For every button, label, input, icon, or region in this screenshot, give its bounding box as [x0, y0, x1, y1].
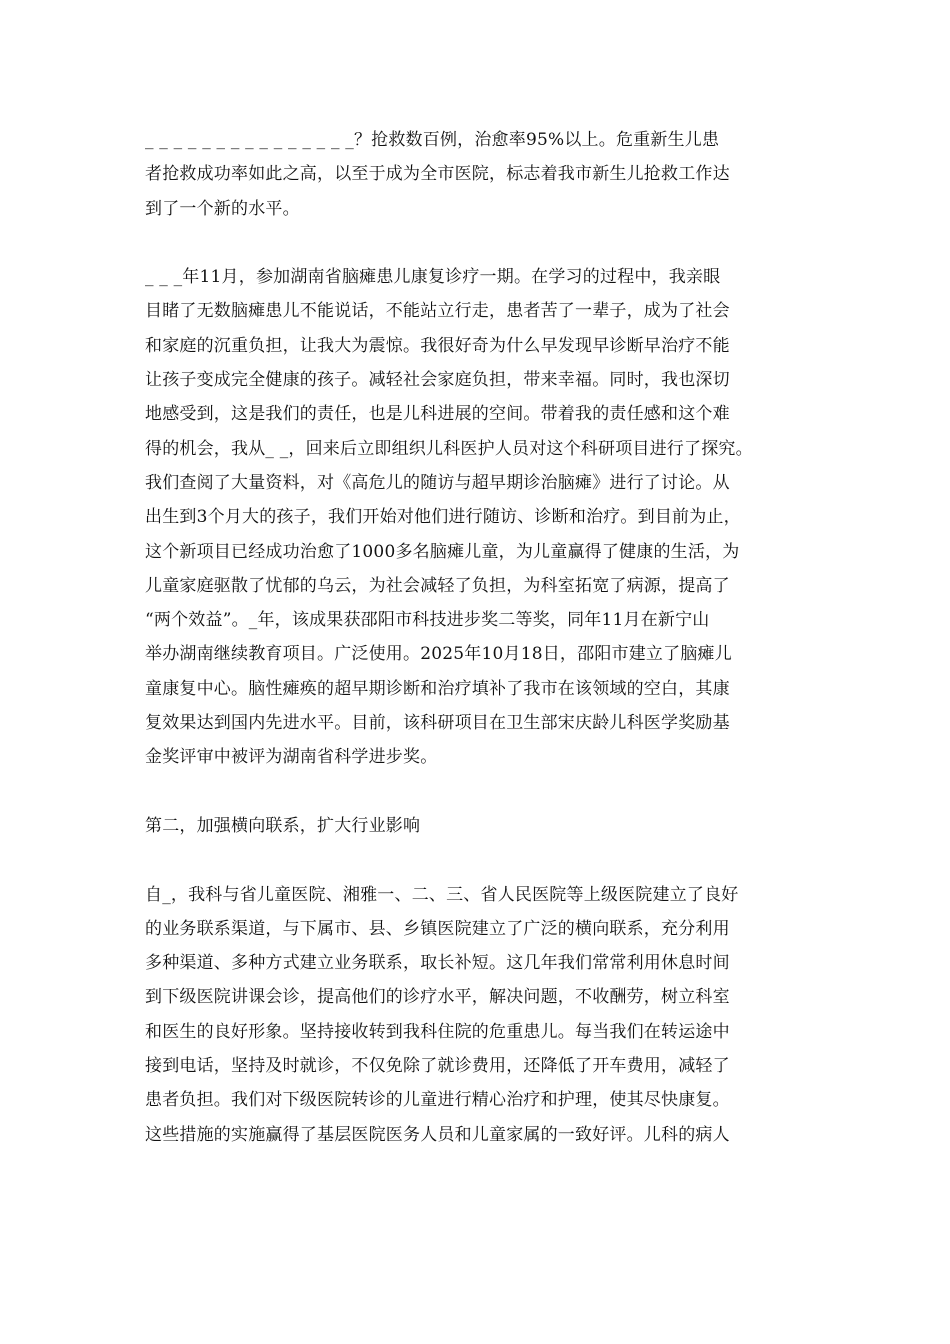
text-line: 这些措施的实施赢得了基层医院医务人员和儿童家属的一致好评。儿科的病人	[145, 1124, 730, 1145]
document-body	[145, 123, 805, 1152]
paragraph-cerebral-palsy-project	[145, 260, 805, 774]
paragraph-spacer	[145, 775, 805, 809]
paragraph-spacer	[145, 226, 805, 260]
section-heading-horizontal-ties	[145, 809, 805, 843]
text-line: _ _ _ _ _ _ _ _ _ _ _ _ _ _ _？抢救数百例，治愈率95%以上。危重新生儿患	[145, 130, 720, 150]
text-line: 举办湖南继续教育项目。广泛使用。2025年10月18日，邵阳市建立了脑瘫儿	[145, 644, 732, 665]
text-line: 患者负担。我们对下级医院转诊的儿童进行精心治疗和护理，使其尽快康复。	[145, 1090, 730, 1111]
text-line: “两个效益”。_年，该成果获邵阳市科技进步奖二等奖，同年11月在新宁山	[145, 610, 710, 631]
text-line: 到下级医院讲课会诊，提高他们的诊疗水平，解决问题，不收酬劳，树立科室	[145, 987, 730, 1008]
text-line: 多种渠道、多种方式建立业务联系，取长补短。这几年我们常常利用休息时间	[145, 953, 730, 974]
text-line: 让孩子变成完全健康的孩子。减轻社会家庭负担，带来幸福。同时，我也深切	[145, 370, 730, 391]
text-line: 地感受到，这是我们的责任，也是儿科进展的空间。带着我的责任感和这个难	[145, 404, 730, 425]
paragraph-newborn-rescue	[145, 123, 805, 226]
text-line: 到了一个新的水平。	[145, 198, 300, 219]
text-line: 金奖评审中被评为湖南省科学进步奖。	[145, 747, 438, 768]
text-line: 者抢救成功率如此之高，以至于成为全市医院，标志着我市新生儿抢救工作达	[145, 164, 730, 185]
text-line: 得的机会，我从_ _，回来后立即组织儿科医护人员对这个科研项目进行了探究。	[145, 438, 753, 459]
text-line: 和医生的良好形象。坚持接收转到我科住院的危重患儿。每当我们在转运途中	[145, 1021, 730, 1042]
heading-line: 第二，加强横向联系，扩大行业影响	[145, 815, 421, 836]
paragraph-spacer	[145, 843, 805, 877]
text-line: 接到电话，坚持及时就诊，不仅免除了就诊费用，还降低了开车费用，减轻了	[145, 1056, 730, 1077]
text-line: 和家庭的沉重负担，让我大为震惊。我很好奇为什么早发现早诊断早治疗不能	[145, 335, 730, 356]
text-line: 我们查阅了大量资料，对《高危儿的随访与超早期诊治脑瘫》进行了讨论。从	[145, 472, 730, 493]
text-line: 出生到3个月大的孩子，我们开始对他们进行随访、诊断和治疗。到目前为止，	[145, 507, 741, 528]
text-line: 这个新项目已经成功治愈了1000多名脑瘫儿童，为儿童赢得了健康的生活，为	[145, 541, 740, 562]
text-line: 儿童家庭驱散了忧郁的乌云，为社会减轻了负担，为科室拓宽了病源，提高了	[145, 575, 730, 596]
text-line: 目睹了无数脑瘫患儿不能说话，不能站立行走，患者苦了一辈子，成为了社会	[145, 301, 730, 322]
text-line: 童康复中心。脑性瘫痪的超早期诊断和治疗填补了我市在该领域的空白，其康	[145, 678, 730, 699]
text-line: 复效果达到国内先进水平。目前，该科研项目在卫生部宋庆龄儿科医学奖励基	[145, 713, 730, 734]
text-line: 的业务联系渠道，与下属市、县、乡镇医院建立了广泛的横向联系，充分利用	[145, 918, 730, 939]
text-line: 自_，我科与省儿童医院、湘雅一、二、三、省人民医院等上级医院建立了良好	[145, 884, 739, 905]
paragraph-hospital-cooperation	[145, 878, 805, 1152]
text-line: _ _ _年11月，参加湖南省脑瘫患儿康复诊疗一期。在学习的过程中，我亲眼	[145, 267, 721, 288]
